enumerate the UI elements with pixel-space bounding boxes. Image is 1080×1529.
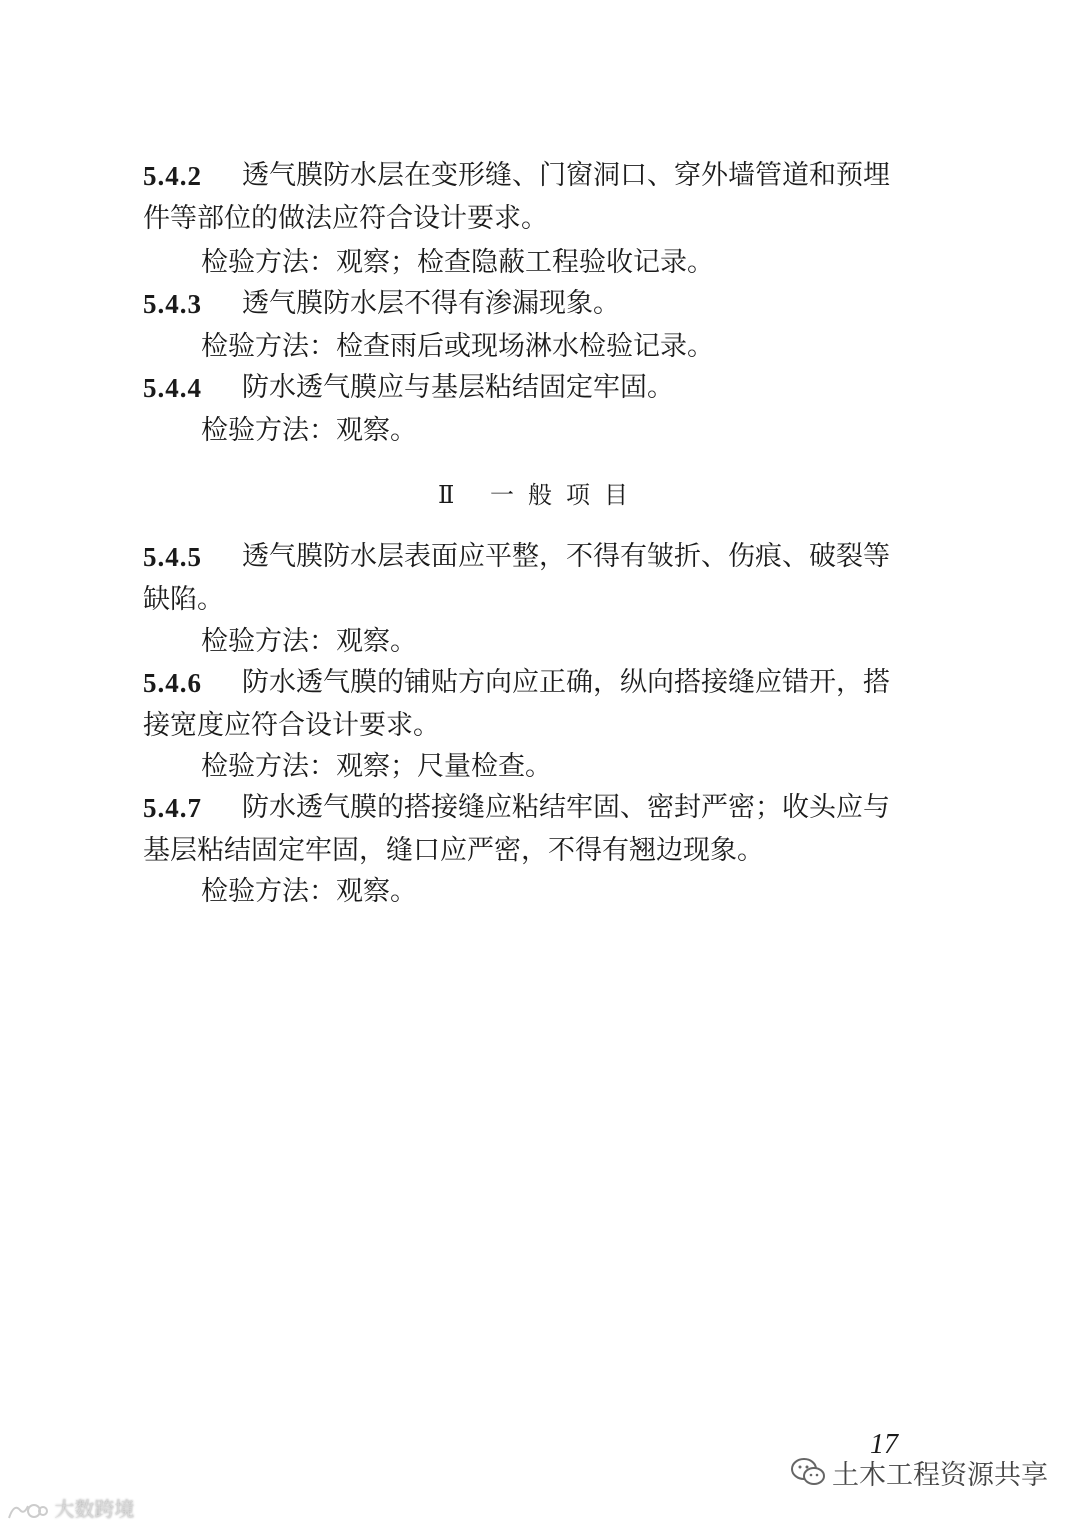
- clause-text: 防水透气膜应与基层粘结固定牢固。: [242, 372, 674, 403]
- inspection-method: 检验方法：检查雨后或现场淋水检验记录。: [201, 331, 714, 362]
- page-number: 17: [870, 1429, 898, 1460]
- inspection-method: 检验方法：观察。: [201, 876, 417, 907]
- clause-text: 防水透气膜的搭接缝应粘结牢固、密封严密；收头应与: [242, 792, 890, 823]
- clause-text-continued: 基层粘结固定牢固，缝口应严密，不得有翘边现象。: [143, 835, 764, 866]
- inspection-method: 检验方法：观察。: [201, 415, 417, 446]
- clause-number: 5.4.7: [143, 793, 202, 823]
- clause-text-continued: 接宽度应符合设计要求。: [143, 710, 440, 741]
- section-heading: Ⅱ 一般项目: [438, 481, 642, 509]
- clause-text: 透气膜防水层不得有渗漏现象。: [242, 288, 620, 319]
- clause-number: 5.4.2: [143, 161, 202, 191]
- wechat-icon: [790, 1457, 826, 1487]
- watermark-right: [790, 1452, 1048, 1492]
- clause-number: 5.4.3: [143, 289, 202, 319]
- inspection-method: 检验方法：观察；尺量检查。: [201, 751, 552, 782]
- watermark-right-text: 土木工程资源共享: [832, 1459, 1048, 1491]
- clause-number: 5.4.5: [143, 542, 202, 572]
- watermark-left: [6, 1493, 134, 1522]
- inspection-method: 检验方法：观察；检查隐蔽工程验收记录。: [201, 247, 714, 278]
- clause-text: 防水透气膜的铺贴方向应正确，纵向搭接缝应错开，搭: [242, 667, 890, 698]
- clause-number: 5.4.4: [143, 373, 202, 403]
- clause-text-continued: 缺陷。: [143, 584, 224, 615]
- logo-icon: [6, 1500, 48, 1522]
- clause-number: 5.4.6: [143, 668, 202, 698]
- clause-text: 透气膜防水层在变形缝、门窗洞口、穿外墙管道和预埋: [242, 160, 890, 191]
- clause-text-continued: 件等部位的做法应符合设计要求。: [143, 203, 548, 234]
- clause-text: 透气膜防水层表面应平整，不得有皱折、伤痕、破裂等: [242, 541, 890, 572]
- inspection-method: 检验方法：观察。: [201, 626, 417, 657]
- watermark-left-text: 大数跨境: [54, 1497, 135, 1521]
